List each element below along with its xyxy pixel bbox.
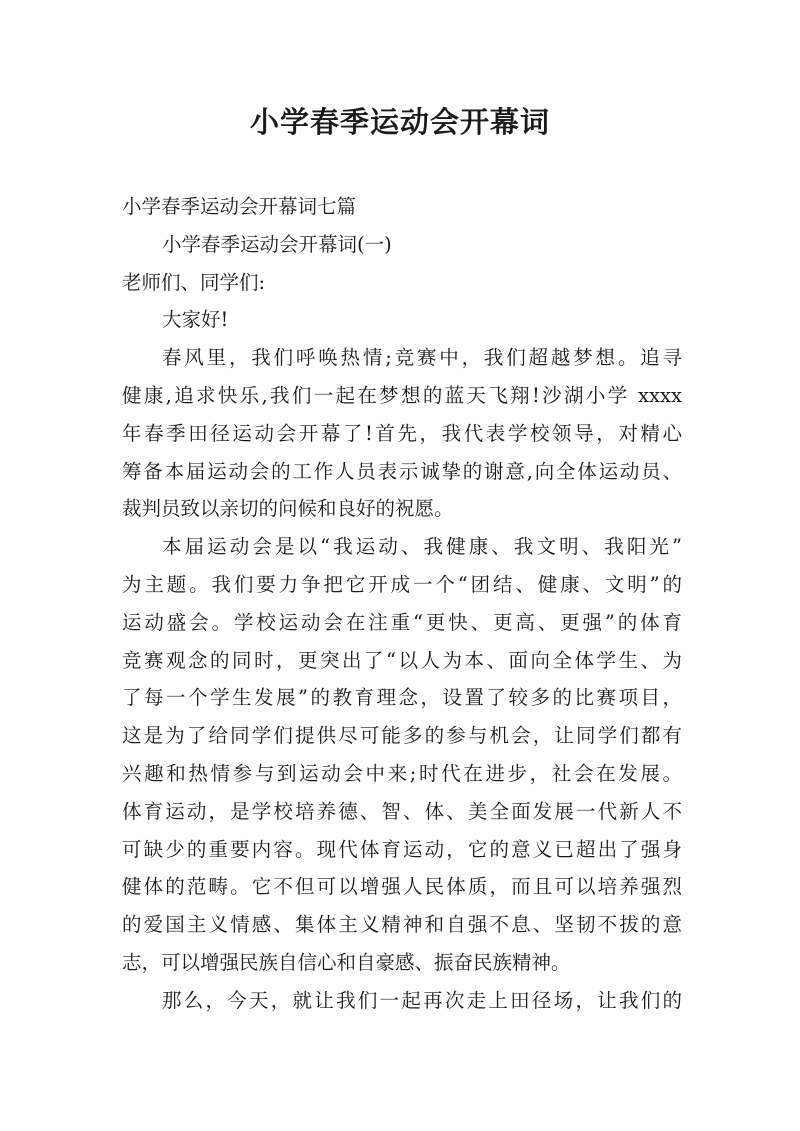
subtitle-line: 小学春季运动会开幕词七篇 (122, 195, 357, 218)
paragraph-line: 可缺少的重要内容。现代体育运动，它的意义已超出了强身 (122, 837, 682, 861)
paragraph-line: 春风里，我们呼唤热情;竞赛中，我们超越梦想。追寻 (162, 346, 682, 370)
paragraph-line: 运动盛会。学校运动会在注重“更快、更高、更强”的体育 (122, 610, 682, 634)
paragraph-line: 志，可以增强民族自信心和自豪感、振奋民族精神。 (122, 950, 571, 974)
paragraph-line: 本届运动会是以“我运动、我健康、我文明、我阳光” (162, 535, 682, 559)
paragraph-line: 为主题。我们要力争把它开成一个“团结、健康、文明”的 (122, 572, 682, 596)
document-body (122, 188, 682, 1020)
paragraph-line: 那么，今天，就让我们一起再次走上田径场，让我们的 (162, 988, 682, 1012)
paragraph-line: 体育运动，是学校培养德、智、体、美全面发展一代新人不 (122, 799, 682, 823)
paragraph-line: 的爱国主义情感、集体主义精神和自强不息、坚韧不拔的意 (122, 913, 682, 937)
paragraph-line: 健体的范畴。它不但可以增强人民体质，而且可以培养强烈 (122, 875, 682, 899)
paragraph-line: 健康,追求快乐,我们一起在梦想的蓝天飞翔!沙湖小学 xxxx (122, 383, 682, 407)
paragraph-line: 年春季田径运动会开幕了!首先，我代表学校领导，对精心 (122, 421, 682, 445)
paragraph-line: 了每一个学生发展”的教育理念，设置了较多的比赛项目， (122, 686, 682, 710)
paragraph-line: 这是为了给同学们提供尽可能多的参与机会，让同学们都有 (122, 724, 682, 748)
paragraph-line: 裁判员致以亲切的问候和良好的祝愿。 (122, 497, 454, 521)
section-heading: 小学春季运动会开幕词(一) (162, 232, 392, 256)
document-title: 小学春季运动会开幕词 (249, 105, 550, 139)
paragraph-line: 筹备本届运动会的工作人员表示诚挚的谢意,向全体运动员、 (122, 459, 682, 483)
greeting: 大家好! (162, 308, 229, 332)
paragraph-line: 兴趣和热情参与到运动会中来;时代在进步，社会在发展。 (122, 761, 682, 785)
salutation: 老师们、同学们: (122, 270, 266, 294)
paragraph-line: 竞赛观念的同时，更突出了“以人为本、面向全体学生、为 (122, 648, 682, 672)
